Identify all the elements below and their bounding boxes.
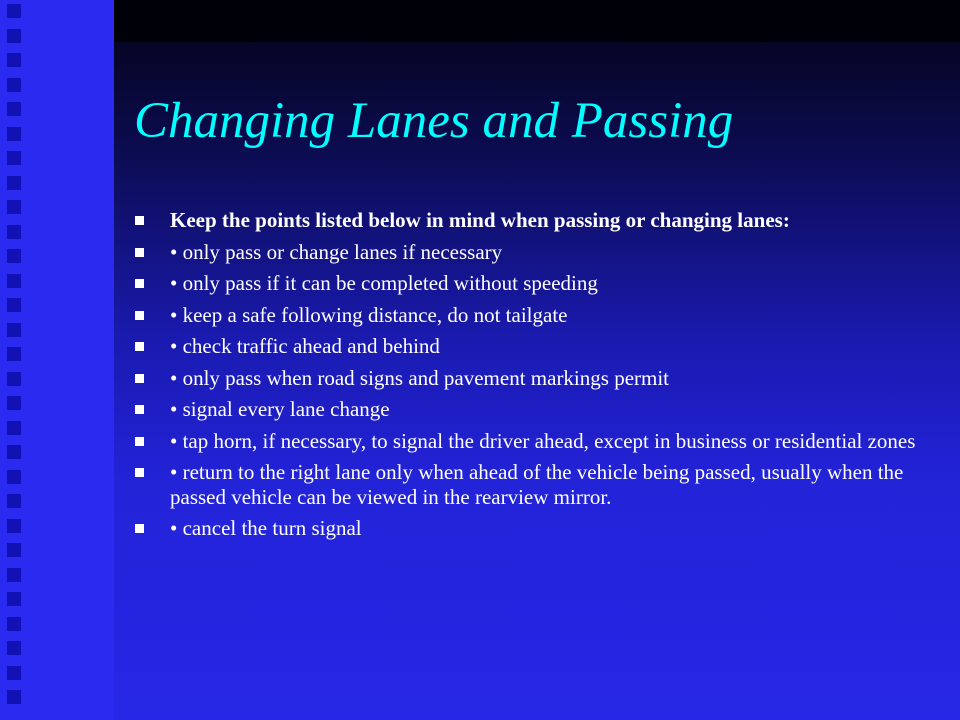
square-bullet-icon [135, 216, 144, 225]
decorative-square [7, 298, 21, 312]
decorative-square [7, 445, 21, 459]
bullet-text: • keep a safe following distance, do not tailgate [170, 302, 568, 327]
bullet-item [132, 516, 922, 541]
left-decorative-strip [0, 0, 114, 720]
square-bullet-icon [135, 374, 144, 383]
decorative-square [7, 274, 21, 288]
decorative-square [7, 347, 21, 361]
decorative-square [7, 543, 21, 557]
bullet-item [132, 460, 922, 509]
bullet-item [132, 397, 922, 422]
square-bullet-icon [135, 468, 144, 477]
bullet-text: • signal every lane change [170, 397, 390, 421]
decorative-square [7, 78, 21, 92]
decorative-square [7, 641, 21, 655]
bullet-item-intro [132, 208, 922, 233]
decorative-square [7, 323, 21, 337]
decorative-square [7, 151, 21, 165]
square-bullet-icon [135, 342, 144, 351]
decorative-square [7, 690, 21, 704]
bullet-text: • return to the right lane only when ahead of the vehicle being passed, usually when the passed vehicle can be viewed in the rearview mirror. [170, 460, 904, 509]
decorative-square [7, 102, 21, 116]
bullet-text: • tap horn, if necessary, to signal the driver ahead, except in business or residential zones [170, 428, 916, 453]
bullet-text: • only pass or change lanes if necessary [170, 239, 503, 264]
bullet-item [132, 334, 922, 359]
decorative-square [7, 494, 21, 508]
decorative-square [7, 568, 21, 582]
decorative-square [7, 372, 21, 386]
decorative-square [7, 127, 21, 141]
square-bullet-icon [135, 524, 144, 533]
decorative-square [7, 396, 21, 410]
bullet-text: Keep the points listed below in mind when passing or changing lanes: [170, 208, 790, 232]
square-bullet-icon [135, 248, 144, 257]
decorative-square [7, 519, 21, 533]
decorative-square [7, 592, 21, 606]
decorative-square-column [7, 0, 25, 720]
slide-title: Changing Lanes and Passing [134, 93, 734, 149]
bullet-item [132, 366, 922, 391]
bullet-text: • cancel the turn signal [170, 516, 362, 540]
decorative-square [7, 176, 21, 190]
decorative-square [7, 666, 21, 680]
decorative-square [7, 249, 21, 263]
decorative-square [7, 470, 21, 484]
square-bullet-icon [135, 437, 144, 446]
decorative-square [7, 225, 21, 239]
decorative-square [7, 53, 21, 67]
bullet-item [132, 240, 922, 265]
bullet-item [132, 303, 922, 328]
bullet-text: • only pass if it can be completed without speeding [170, 271, 598, 295]
decorative-square [7, 617, 21, 631]
decorative-square [7, 200, 21, 214]
bullet-text: • check traffic ahead and behind [170, 334, 440, 358]
square-bullet-icon [135, 311, 144, 320]
bullet-text: • only pass when road signs and pavement markings permit [170, 365, 670, 390]
top-dark-band [114, 0, 960, 42]
decorative-square [7, 29, 21, 43]
bullet-item [132, 271, 922, 296]
decorative-square [7, 421, 21, 435]
bullet-item [132, 429, 922, 454]
square-bullet-icon [135, 279, 144, 288]
decorative-square [7, 4, 21, 18]
bullet-list [132, 208, 922, 548]
square-bullet-icon [135, 405, 144, 414]
